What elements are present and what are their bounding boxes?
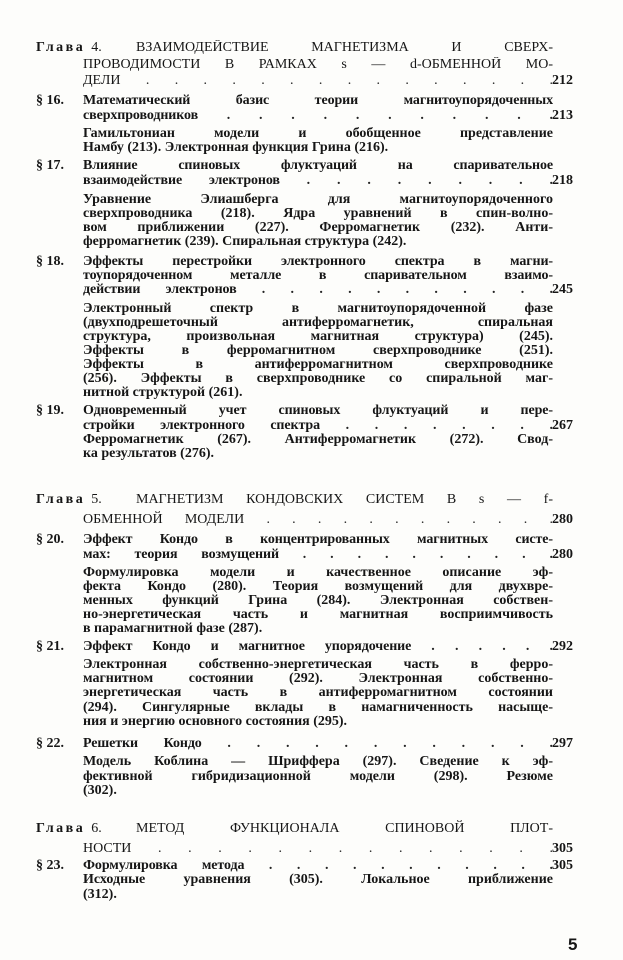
toc-page-number: 305 bbox=[552, 841, 573, 856]
toc-chapter bbox=[36, 490, 581, 530]
toc-page-number: 218 bbox=[552, 172, 573, 188]
toc-subtopics bbox=[36, 127, 581, 155]
dot-leader: . . . . . . bbox=[431, 640, 553, 654]
toc-line bbox=[36, 608, 581, 622]
toc-entry-text: ферромагнетик (239). Спиральная структура (242). bbox=[83, 235, 407, 249]
chapter-number: 5. bbox=[91, 492, 102, 507]
toc-line bbox=[36, 594, 581, 608]
toc-line bbox=[36, 404, 581, 419]
chapter-word: Глава bbox=[36, 821, 92, 836]
toc-entry-text: МЕТОД ФУНКЦИОНАЛА СПИНОВОЙ ПЛОТ- bbox=[136, 821, 553, 836]
section-number: § 16. bbox=[36, 93, 64, 108]
toc-line bbox=[36, 207, 581, 221]
toc-entry-text: Эффекты в ферромагнитном сверхпроводнике (251). bbox=[83, 344, 553, 358]
toc-entry-text: Влияние спиновых флуктуаций на спаривательное bbox=[83, 159, 553, 173]
toc-page-number: 280 bbox=[552, 512, 573, 527]
toc-entry-text: мах: теория возмущений . . . . . . . . . . bbox=[83, 547, 553, 562]
toc-line bbox=[36, 235, 581, 249]
toc-entry-text: Решетки Кондо . . . . . . . . . . . . bbox=[83, 737, 553, 751]
dot-leader: . . . . . . . . bbox=[345, 418, 553, 433]
toc-line bbox=[36, 94, 581, 109]
dot-leader: . . . . . . . . . . . bbox=[226, 108, 553, 123]
toc-line bbox=[36, 127, 581, 141]
toc-page-number: 213 bbox=[552, 107, 573, 123]
toc-entry-text: менных функций Грина (284). Электронная собствен- bbox=[83, 594, 553, 608]
toc-entry-text: структура, произвольная магнитная структура) (245). bbox=[83, 330, 553, 344]
toc-line bbox=[36, 640, 581, 654]
toc-line bbox=[36, 447, 581, 461]
toc-entry-text: сверхпроводника (218). Ядра уравнений в спин-волно- bbox=[83, 207, 553, 221]
toc-entry-text: (302). bbox=[83, 784, 117, 798]
toc-line bbox=[36, 580, 581, 594]
toc-entry-text: Ферромагнетик (267). Антиферромагнетик (272). Свод- bbox=[83, 433, 553, 447]
section-number: § 21. bbox=[36, 639, 64, 654]
toc-line bbox=[36, 57, 581, 74]
toc-subtopics bbox=[36, 302, 581, 400]
toc-entry-text: МАГНЕТИЗМ КОНДОВСКИХ СИСТЕМ В s — f- bbox=[136, 492, 553, 507]
toc-entry-text: магнитном состоянии (292). Электронная собственно- bbox=[83, 672, 553, 687]
toc-entry-text: взаимодействие электронов . . . . . . . . . bbox=[83, 173, 553, 188]
toc-entry-text: Формулировка метода . . . . . . . . . . . bbox=[83, 859, 553, 873]
dot-leader: . . . . . . . . . . . . . . . bbox=[145, 73, 553, 88]
toc-section bbox=[36, 859, 581, 873]
toc-line bbox=[36, 510, 581, 530]
toc-entry-text: но-энергетическая часть и магнитная восприимчивость bbox=[83, 608, 553, 622]
toc-entry-text: ка результатов (276). bbox=[83, 447, 214, 461]
toc-subtopics bbox=[36, 658, 581, 729]
toc-line bbox=[36, 109, 581, 124]
toc-line bbox=[36, 737, 581, 751]
toc-section bbox=[36, 159, 581, 188]
toc-section bbox=[36, 255, 581, 297]
toc-line bbox=[36, 269, 581, 283]
toc-line bbox=[36, 888, 581, 903]
toc-line bbox=[36, 344, 581, 358]
toc-chapter bbox=[36, 819, 581, 859]
toc-page-number: 267 bbox=[552, 417, 573, 433]
toc-line bbox=[36, 701, 581, 715]
toc-line bbox=[36, 283, 581, 297]
toc-line bbox=[36, 159, 581, 174]
section-number: § 20. bbox=[36, 532, 64, 547]
toc-entry-text: тоупорядоченном металле в спаривательном взаимо- bbox=[83, 269, 553, 283]
toc-line bbox=[36, 622, 581, 636]
toc-entry-text: нитной структурой (261). bbox=[83, 386, 243, 400]
toc-line bbox=[36, 533, 581, 548]
toc-line bbox=[36, 386, 581, 400]
toc-entry-text: Исходные уравнения (305). Локальное приближение bbox=[83, 873, 553, 887]
toc-entry-text: Намбу (213). Электронная функция Грина (216). bbox=[83, 141, 389, 155]
toc-subtopics bbox=[36, 873, 581, 902]
toc-line bbox=[36, 330, 581, 344]
toc-line bbox=[36, 73, 581, 90]
toc-line bbox=[36, 859, 581, 873]
toc-entry-text: ПРОВОДИМОСТИ В РАМКАХ s — d-ОБМЕННОЙ МО- bbox=[83, 56, 553, 72]
toc-line bbox=[36, 419, 581, 434]
toc-line bbox=[36, 672, 581, 686]
toc-entry-text: Эффект Кондо в концентрированных магнитных систе- bbox=[83, 533, 553, 547]
dot-leader: . . . . . . . . . bbox=[306, 173, 553, 188]
toc-page-number: 280 bbox=[552, 546, 573, 562]
dot-leader: . . . . . . . . . . . . bbox=[227, 737, 553, 751]
toc-section bbox=[36, 94, 581, 123]
toc-entry-text: Одновременный учет спиновых флуктуаций и пере- bbox=[83, 404, 553, 418]
toc-entry-text: Эффекты перестройки электронного спектра в магни- bbox=[83, 255, 553, 269]
toc-entry-text: ОБМЕННОЙ МОДЕЛИ . . . . . . . . . . . . bbox=[83, 512, 553, 527]
toc-entry-text: Электронный спектр в магнитоупорядоченной фазе bbox=[83, 302, 553, 316]
toc-entry-text: вом приближении (227). Ферромагнетик (232). Анти- bbox=[83, 221, 553, 235]
toc-entry-text: Эффекты в антиферромагнитном сверхпроводнике bbox=[83, 358, 553, 372]
chapter-word: Глава bbox=[36, 492, 92, 507]
toc-section bbox=[36, 640, 581, 654]
toc-line bbox=[36, 174, 581, 189]
toc-entry-text: ния и энергию основного состояния (295). bbox=[83, 714, 348, 729]
dot-leader: . . . . . . . . . . . bbox=[261, 283, 553, 297]
toc-line bbox=[36, 40, 581, 57]
toc-line bbox=[36, 839, 581, 859]
toc-section bbox=[36, 533, 581, 562]
toc-entry-text: Эффект Кондо и магнитное упорядочение . . . . . . bbox=[83, 640, 553, 654]
section-number: § 22. bbox=[36, 736, 64, 751]
toc-page-number: 292 bbox=[552, 639, 573, 654]
toc-line bbox=[36, 221, 581, 235]
toc-entry-text: (256). Эффекты в сверхпроводнике со спиральной маг- bbox=[83, 372, 553, 386]
toc-entry-text: (312). bbox=[83, 887, 117, 902]
toc-page-number: 305 bbox=[552, 858, 573, 873]
toc-entry-text: ВЗАИМОДЕЙСТВИЕ МАГНЕТИЗМА И СВЕРХ- bbox=[136, 40, 553, 55]
chapter-number: 4. bbox=[91, 40, 102, 55]
toc-entry-text: (294). Сингулярные вклады в намагниченность насыще- bbox=[83, 700, 553, 715]
toc-entry-text: действии электронов . . . . . . . . . . . bbox=[83, 283, 553, 297]
toc-line bbox=[36, 141, 581, 155]
toc-chapter bbox=[36, 40, 581, 90]
toc-page-number: 212 bbox=[552, 73, 573, 88]
section-number: § 19. bbox=[36, 403, 64, 418]
toc-line bbox=[36, 770, 581, 785]
toc-line bbox=[36, 819, 581, 839]
chapter-label bbox=[36, 490, 102, 510]
toc-line bbox=[36, 715, 581, 729]
toc-line bbox=[36, 548, 581, 563]
toc-entry-text: Гамильтониан модели и обобщенное представление bbox=[83, 127, 553, 141]
toc-entry-text: Формулировка модели и качественное описание эф- bbox=[83, 566, 553, 580]
toc-section bbox=[36, 404, 581, 433]
toc-subtopics bbox=[36, 755, 581, 799]
toc-entry-text: Уравнение Элиашберга для магнитоупорядоченного bbox=[83, 193, 553, 207]
dot-leader: . . . . . . . . . . . bbox=[268, 859, 553, 873]
toc-entry-text: энергетическая часть в антиферромагнитном состоянии bbox=[83, 686, 553, 701]
section-number: § 17. bbox=[36, 158, 64, 173]
toc-line bbox=[36, 873, 581, 888]
toc-entry-text: НОСТИ . . . . . . . . . . . . . . bbox=[83, 841, 553, 856]
toc-entry-text: стройки электронного спектра . . . . . . . . bbox=[83, 418, 553, 433]
chapter-number: 6. bbox=[91, 821, 102, 836]
toc-entry-text: Модель Коблина — Шриффера (297). Сведение к эф- bbox=[83, 755, 553, 769]
toc-entry-text: фекта Кондо (280). Теория возмущений для двухвре- bbox=[83, 580, 553, 594]
toc-subtopics bbox=[36, 566, 581, 636]
toc-line bbox=[36, 755, 581, 770]
toc-entry-text: ДЕЛИ . . . . . . . . . . . . . . . bbox=[83, 73, 553, 88]
toc-entry-text: фективной гибридизационной модели (298). Резюме bbox=[83, 769, 553, 784]
page-number: 5 bbox=[568, 935, 578, 954]
toc-section bbox=[36, 737, 581, 751]
toc-line bbox=[36, 255, 581, 269]
section-number: § 18. bbox=[36, 254, 64, 269]
dot-leader: . . . . . . . . . . . . . . bbox=[158, 841, 553, 856]
toc-entry-text: Электронная собственно-энергетическая часть в ферро- bbox=[83, 658, 553, 672]
chapter-label bbox=[36, 40, 102, 57]
toc-line bbox=[36, 566, 581, 580]
toc-line bbox=[36, 490, 581, 510]
dot-leader: . . . . . . . . . . . . bbox=[266, 512, 553, 527]
toc-entry-text: Математический базис теории магнитоупорядоченных bbox=[83, 94, 553, 108]
toc-line bbox=[36, 358, 581, 372]
dot-leader: . . . . . . . . . . bbox=[302, 547, 553, 562]
toc-line bbox=[36, 658, 581, 672]
toc-subtopics bbox=[36, 433, 581, 461]
section-number: § 23. bbox=[36, 858, 64, 873]
toc-page-number: 297 bbox=[552, 736, 573, 751]
toc-line bbox=[36, 316, 581, 330]
toc-entry-text: в парамагнитной фазе (287). bbox=[83, 622, 263, 636]
toc-line bbox=[36, 372, 581, 386]
toc-entry-text: сверхпроводников . . . . . . . . . . . bbox=[83, 108, 553, 123]
chapter-word: Глава bbox=[36, 40, 92, 55]
chapter-label bbox=[36, 819, 102, 839]
toc-page-number: 245 bbox=[552, 282, 573, 297]
toc-line bbox=[36, 784, 581, 799]
toc-line bbox=[36, 302, 581, 316]
toc-entry-text: (двухподрешеточный антиферромагнетик, спиральная bbox=[83, 316, 553, 330]
toc-line bbox=[36, 433, 581, 447]
toc-subtopics bbox=[36, 193, 581, 249]
toc-line bbox=[36, 686, 581, 700]
toc-line bbox=[36, 193, 581, 207]
